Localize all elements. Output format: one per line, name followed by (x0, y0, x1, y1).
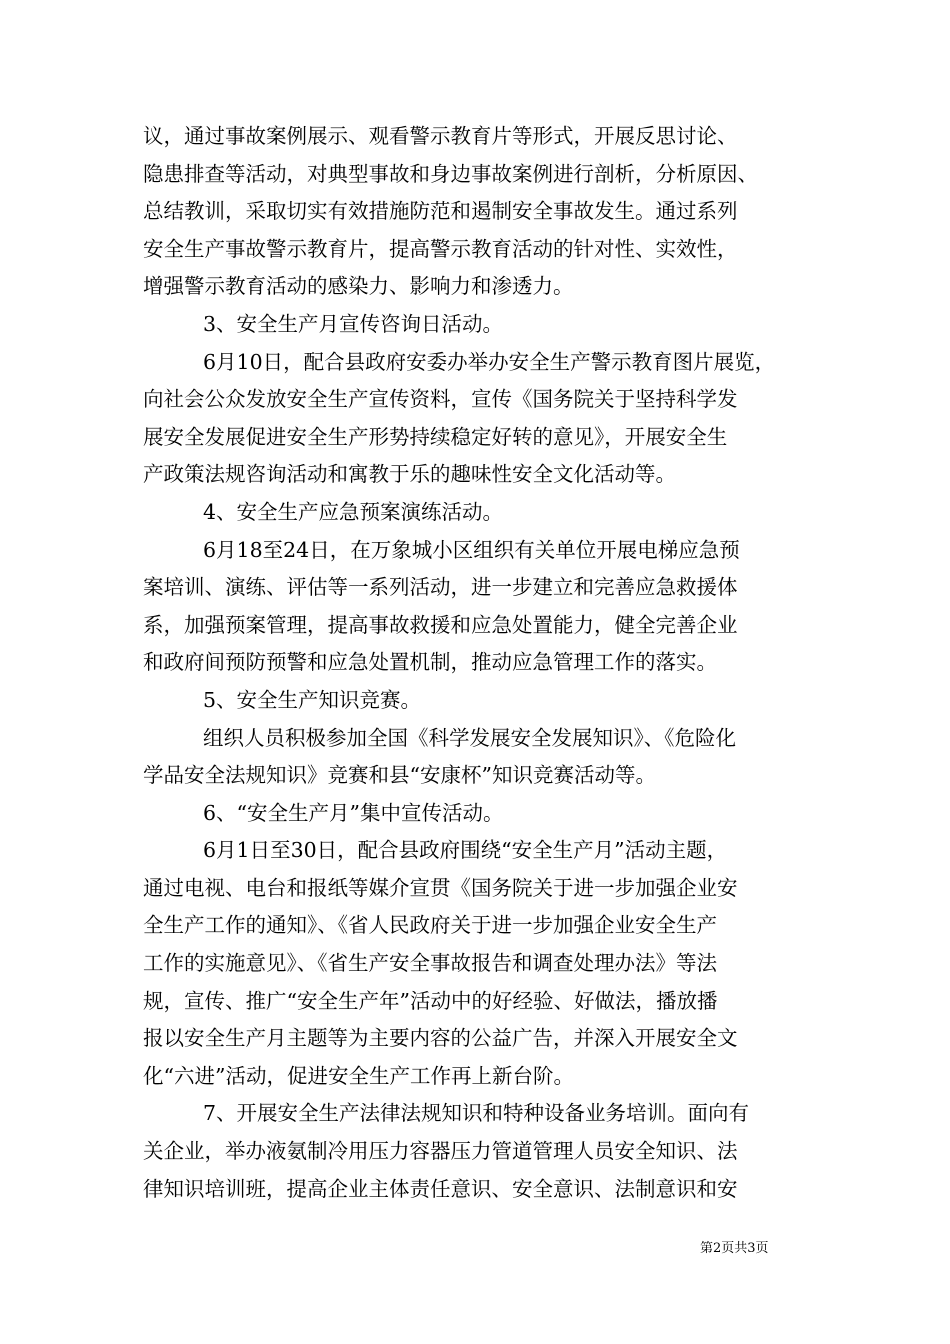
text-line: 规，宣传、推广“安全生产年”活动中的好经验、好做法，播放播 (143, 988, 718, 1013)
text-line: 化“六进”活动，促进安全生产工作再上新台阶。 (143, 1063, 574, 1088)
text-line: 和政府间预防预警和应急处置机制，推动应急管理工作的落实。 (143, 650, 717, 675)
text-line: 关企业，举办液氨制冷用压力容器压力管道管理人员安全知识、法 (143, 1139, 738, 1164)
text-line: 6月18至24日，在万象城小区组织有关单位开展电梯应急预 (203, 537, 740, 562)
text-line: 律知识培训班，提高企业主体责任意识、安全意识、法制意识和安 (143, 1176, 738, 1201)
text-line: 6月1日至30日，配合县政府围绕“安全生产月”活动主题， (203, 838, 728, 863)
text-line: 隐患排查等活动，对典型事故和身边事故案例进行剖析，分析原因、 (143, 161, 758, 186)
text-line: 全生产工作的通知》、《省人民政府关于进一步加强企业安全生产 (143, 913, 717, 938)
text-line: 工作的实施意见》、《省生产安全事故报告和调查处理办法》等法 (143, 951, 717, 976)
text-line: 6、“安全生产月”集中宣传活动。 (203, 800, 504, 825)
text-line: 4、安全生产应急预案演练活动。 (203, 499, 504, 524)
text-line: 5、安全生产知识竞赛。 (203, 687, 422, 712)
text-line: 向社会公众发放安全生产宣传资料，宣传《国务院关于坚持科学发 (143, 387, 738, 412)
text-line: 增强警示教育活动的感染力、影响力和渗透力。 (143, 274, 574, 299)
text-line: 议，通过事故案例展示、观看警示教育片等形式，开展反思讨论、 (143, 124, 738, 148)
text-line: 组织人员积极参加全国《科学发展安全发展知识》、《危险化 (203, 725, 736, 750)
text-line: 产政策法规咨询活动和寓教于乐的趣味性安全文化活动等。 (143, 462, 676, 487)
text-line: 展安全发展促进安全生产形势持续稳定好转的意见》，开展安全生 (143, 424, 728, 449)
text-line: 7、开展安全生产法律法规知识和特种设备业务培训。面向有 (203, 1101, 750, 1126)
text-line: 案培训、演练、评估等一系列活动，进一步建立和完善应急救援体 (143, 575, 738, 600)
text-line: 系，加强预案管理，提高事故救援和应急处置能力，健全完善企业 (143, 612, 738, 637)
text-line: 通过电视、电台和报纸等媒介宣贯《国务院关于进一步加强企业安 (143, 875, 738, 900)
text-line: 3、安全生产月宣传咨询日活动。 (203, 311, 504, 336)
text-line: 安全生产事故警示教育片，提高警示教育活动的针对性、实效性， (143, 236, 738, 261)
page-number: 第2页共3页 (700, 1241, 769, 1256)
body-text (143, 118, 823, 1208)
text-line: 报以安全生产月主题等为主要内容的公益广告，并深入开展安全文 (143, 1026, 738, 1051)
text-line: 学品安全法规知识》竞赛和县“安康杯”知识竞赛活动等。 (143, 763, 656, 788)
text-line: 总结教训，采取切实有效措施防范和遏制安全事故发生。通过系列 (143, 199, 738, 224)
text-line: 6月10日，配合县政府安委办举办安全生产警示教育图片展览， (203, 349, 776, 374)
